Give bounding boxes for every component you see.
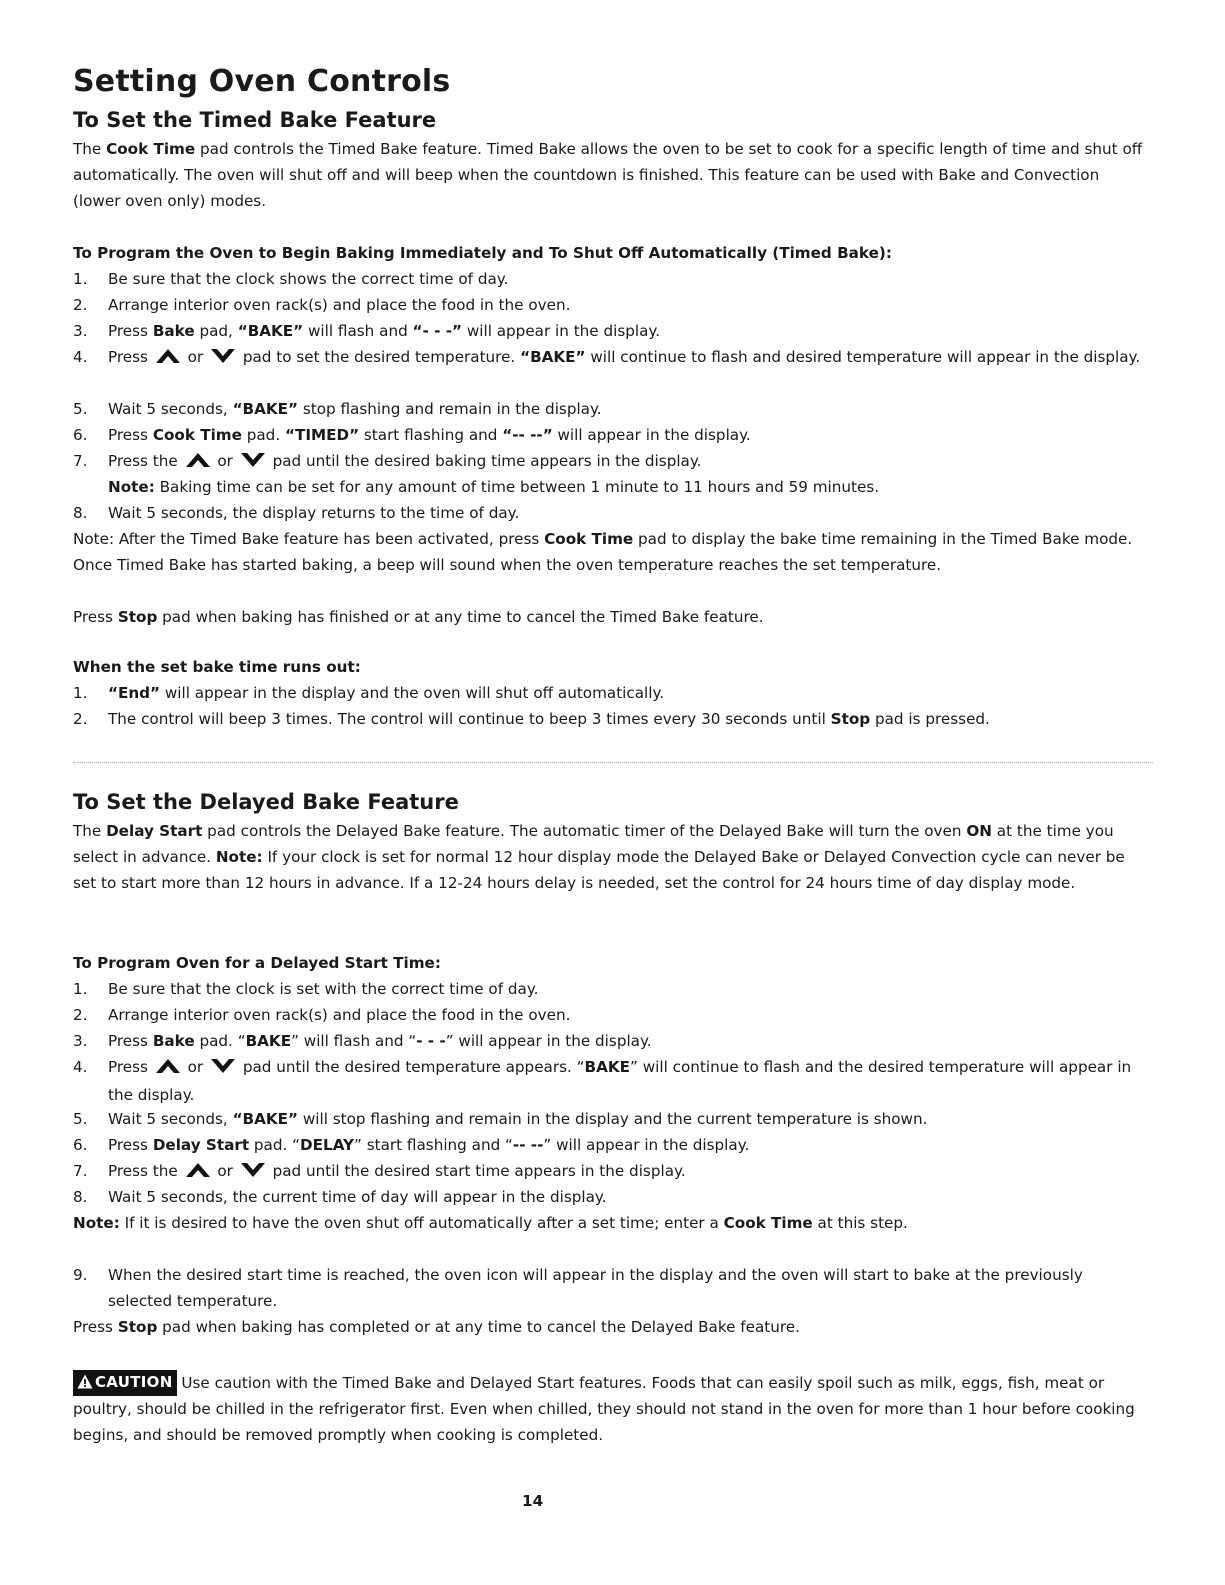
down-arrow-icon [210,1056,236,1082]
timed-step-3: 3. Press Bake pad, “BAKE” will flash and “- - -” will appear in the display. [73,322,661,340]
timed-after-note: Note: After the Timed Bake feature has been activated, press Cook Time pad to display the bake time remaining in the Timed Bake mode. Once Timed Bake has started baking, a beep will sound when the oven temperature reaches the set temperature. [73,530,1133,574]
warning-icon [77,1374,93,1394]
down-arrow-icon [210,346,236,372]
caution-badge: CAUTION [73,1370,177,1396]
up-arrow-icon [185,1160,211,1186]
section-divider [73,762,1153,763]
down-arrow-icon [240,450,266,476]
runs-out-heading: When the set bake time runs out: [73,658,361,676]
page-title: Setting Oven Controls [73,64,451,99]
up-arrow-icon [155,1056,181,1082]
timed-step-2: 2. Arrange interior oven rack(s) and place the food in the oven. [73,296,571,314]
timed-step-7: 7. Press the or pad until the desired baking time appears in the display. [73,448,1148,476]
timed-step-4: 4. Press or pad to set the desired temperature. “BAKE” will continue to flash and desired temperature will appear in the display. [73,344,1148,372]
delayed-bake-heading: To Set the Delayed Bake Feature [73,790,459,814]
delayed-step-3: 3. Press Bake pad. “BAKE” will flash and “- - -” will appear in the display. [73,1032,652,1050]
down-arrow-icon [240,1160,266,1186]
caution-paragraph: CAUTION Use caution with the Timed Bake and Delayed Start features. Foods that can easily spoil such as milk, eggs, fish, meat or poultry, should be chilled in the refrigerator first. Even when chilled, they should not stand in the oven for more than 1 hour before cooking begins, and should be removed promptly when cooking is completed. [73,1370,1148,1448]
delayed-step-2: 2. Arrange interior oven rack(s) and place the food in the oven. [73,1006,571,1024]
delayed-step-7: 7. Press the or pad until the desired start time appears in the display. [73,1158,1148,1186]
timed-step-5: 5. Wait 5 seconds, “BAKE” stop flashing and remain in the display. [73,400,602,418]
delayed-step-5: 5. Wait 5 seconds, “BAKE” will stop flashing and remain in the display and the current temperature is shown. [73,1110,928,1128]
delayed-step-6: 6. Press Delay Start pad. “DELAY” start flashing and “-- --” will appear in the display. [73,1136,750,1154]
page-number: 14 [522,1492,544,1510]
timed-step-1: 1. Be sure that the clock shows the correct time of day. [73,270,509,288]
delayed-step-8: 8. Wait 5 seconds, the current time of day will appear in the display. [73,1188,607,1206]
delayed-step-4: 4. Press or pad until the desired temperature appears. “BAKE” will continue to flash and the desired temperature will appear in the display. [73,1058,1132,1104]
delayed-stop-line: Press Stop pad when baking has completed or at any time to cancel the Delayed Bake feature. [73,1318,800,1336]
up-arrow-icon [155,346,181,372]
up-arrow-icon [185,450,211,476]
runs-out-item-1: 1. “End” will appear in the display and the oven will shut off automatically. [73,684,665,702]
timed-stop-line: Press Stop pad when baking has finished or at any time to cancel the Timed Bake feature. [73,608,764,626]
delayed-step-1: 1. Be sure that the clock is set with the correct time of day. [73,980,539,998]
timed-step-8: 8. Wait 5 seconds, the display returns to the time of day. [73,504,520,522]
timed-step-7-note: Note: Baking time can be set for any amount of time between 1 minute to 11 hours and 59 minutes. [108,478,880,496]
timed-step-6: 6. Press Cook Time pad. “TIMED” start flashing and “-- --” will appear in the display. [73,426,751,444]
delayed-bake-intro: The Delay Start pad controls the Delayed Bake feature. The automatic timer of the Delayed Bake will turn the oven ON at the time you select in advance. Note: If your clock is set for normal 12 hour display mode the Delayed Bake or Delayed Convection cycle can never be set to start more than 12 hours in advance. If a 12-24 hours delay is needed, set the control for 24 hours time of day display mode. [73,822,1125,892]
delayed-program-heading: To Program Oven for a Delayed Start Time: [73,954,441,972]
runs-out-item-2: 2. The control will beep 3 times. The control will continue to beep 3 times every 30 seconds until Stop pad is pressed. [73,710,990,728]
timed-bake-heading: To Set the Timed Bake Feature [73,108,437,132]
timed-bake-intro: The Cook Time pad controls the Timed Bake feature. Timed Bake allows the oven to be set to cook for a specific length of time and shut off automatically. The oven will shut off and will beep when the countdown is finished. This feature can be used with Bake and Convection (lower oven only) modes. [73,140,1143,210]
delayed-note: Note: If it is desired to have the oven shut off automatically after a set time; enter a Cook Time at this step. [73,1214,908,1232]
delayed-step-9: 9. When the desired start time is reached, the oven icon will appear in the display and the oven will start to bake at the previously selected temperature. [73,1266,1083,1310]
timed-program-heading: To Program the Oven to Begin Baking Immediately and To Shut Off Automatically (Timed Bake): [73,244,892,262]
